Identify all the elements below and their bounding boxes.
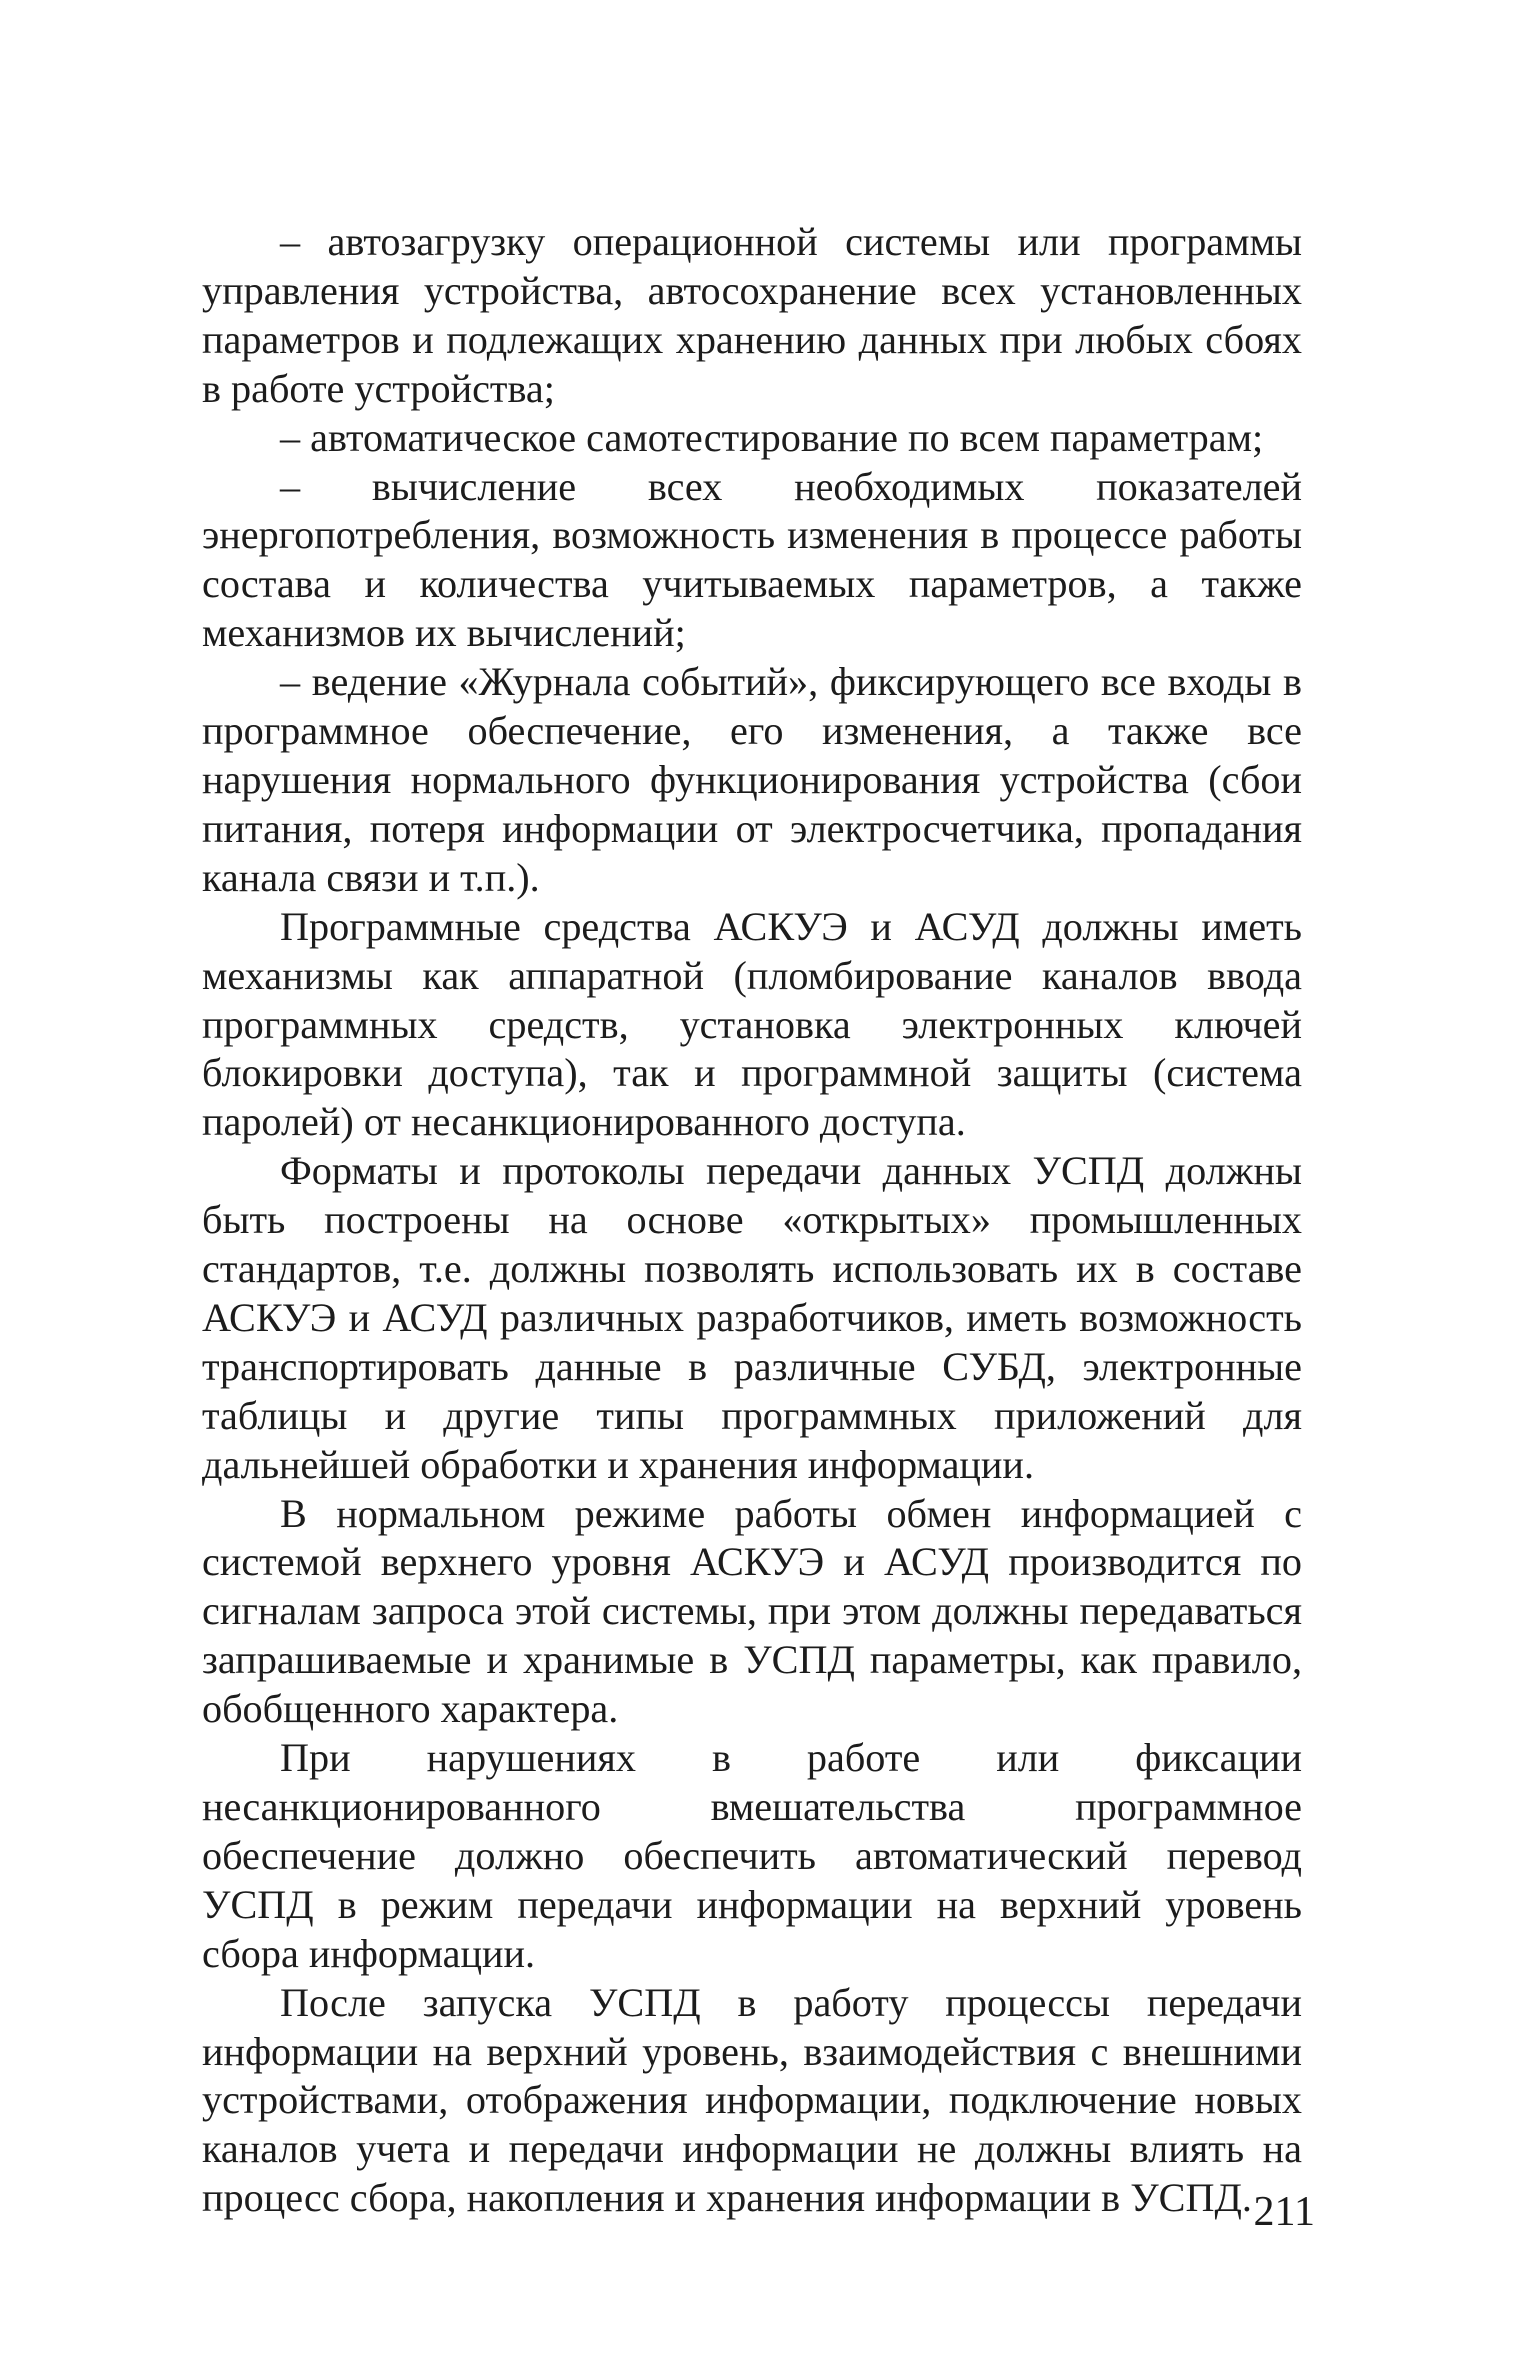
paragraph-normal-mode: В нормальном режиме работы обмен информацией с системой верхнего уровня АСКУЭ и АСУД производится по сигналам запроса этой системы, при этом должны передаваться запрашиваемые и хранимые в УСПД параметры, как правило, обобщенного характера. [202, 1490, 1302, 1732]
list-item-event-log: – ведение «Журнала событий», фиксирующего все входы в программное обеспечение, его изменения, а также все нарушения нормального функционирования устройства (сбои питания, потеря информации от электросчетчика, пропадания канала связи и т.п.). [202, 659, 1302, 900]
paragraph-violations: При нарушениях в работе или фиксации несанкционированного вмешательства программное обеспечение должно обеспечить автоматический перевод УСПД в режим передачи информации на верхний уровень сбора информации. [202, 1735, 1302, 1976]
paragraph-formats: Форматы и протоколы передачи данных УСПД должны быть построены на основе «открытых» промышленных стандартов, т.е. должны позволять использовать их в составе АСКУЭ и АСУД различных разработчиков, иметь возможность транспортировать данные в различные СУБД, электронные таблицы и другие типы программных приложений для дальнейшей обработки и хранения информации. [202, 1148, 1302, 1487]
paragraph-protection: Программные средства АСКУЭ и АСУД должны иметь механизмы как аппаратной (пломбирование каналов ввода программных средств, установка электронных ключей блокировки доступа), так и программной защиты (система паролей) от несанкционированного доступа. [202, 903, 1302, 1145]
paragraph-after-launch: После запуска УСПД в работу процессы передачи информации на верхний уровень, взаимодействия с внешними устройствами, отображения информации, подключение новых каналов учета и передачи информации не должны влиять на процесс сбора, накопления и хранения информации в УСПД. [202, 1979, 1302, 2221]
page-number: 211 [1253, 2189, 1315, 2235]
list-item-calculation: – вычисление всех необходимых показателей энергопотребления, возможность изменения в процессе работы состава и количества учитываемых параметров, а также механизмов их вычислений; [202, 463, 1302, 656]
list-item-self-test: – автоматическое самотестирование по всем параметрам; [280, 414, 1264, 460]
list-item-autoload: – автозагрузку операционной системы или программы управления устройства, автосохранение всех установленных параметров и подлежащих хранению данных при любых сбоях в работе устройства; [202, 219, 1302, 411]
body-text [202, 218, 1302, 2223]
